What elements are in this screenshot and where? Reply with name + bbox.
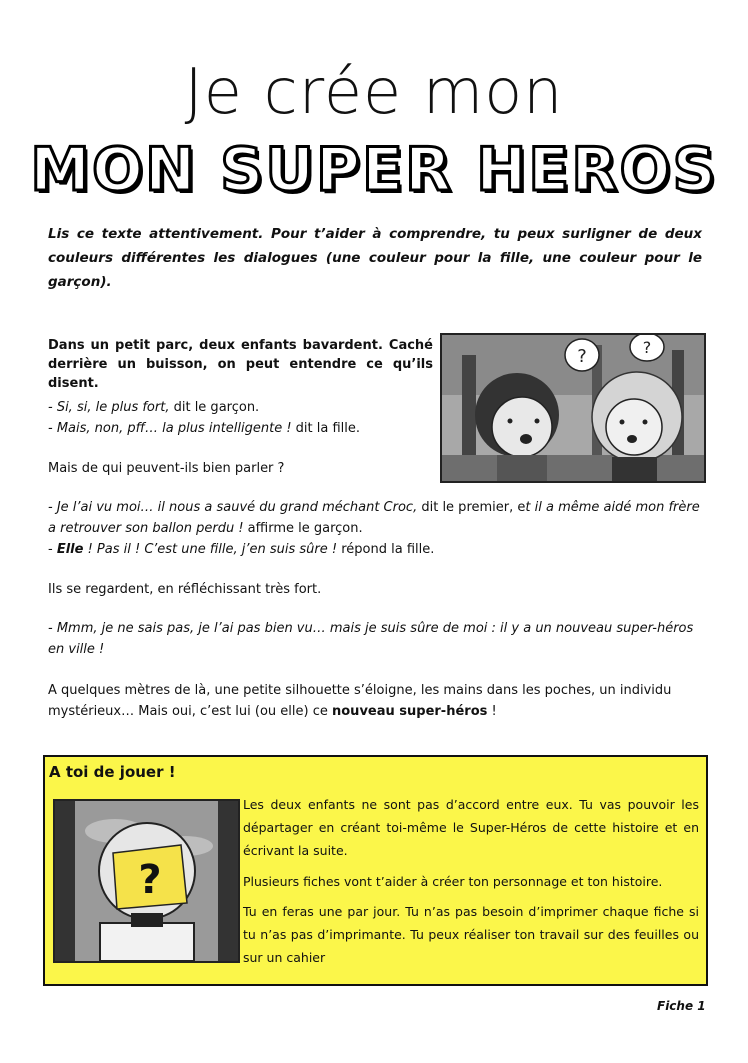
dialogue-1: - Si, si, le plus fort, dit le garçon. — [48, 400, 260, 415]
kids-illustration — [440, 333, 706, 483]
dialogue-5: - Mmm, je ne sais pas, je l’ai pas bien vu… mais je suis sûre de moi : il y a un nouveau super-héros en ville ! — [48, 621, 694, 657]
page-footer: Fiche 1 — [657, 999, 706, 1013]
mask-question-mark: ? — [138, 857, 162, 903]
story-paragraph-1: Dans un petit parc, deux enfants bavardent. Caché derrière un buisson, on peut entendre ce qu’ils disent. — [48, 338, 433, 391]
activity-text-2: Plusieurs fiches vont t’aider à créer ton personnage et ton histoire. — [243, 874, 663, 889]
instructions: Lis ce texte attentivement. Pour t’aider à comprendre, tu peux surligner de deux couleurs différentes les dialogues (une couleur pour la fille, une couleur pour le garçon). — [48, 226, 702, 290]
page-title: Je crée mon — [184, 55, 564, 128]
activity-title: A toi de jouer ! — [49, 763, 176, 781]
story-paragraph-2: Ils se regardent, en réfléchissant très fort. — [48, 582, 322, 597]
question: Mais de qui peuvent-ils bien parler ? — [48, 461, 285, 476]
activity-text-3: Tu en feras une par jour. Tu n’as pas besoin d’imprimer chaque fiche si tu n’as pas d’imprimante. Tu peux réaliser ton travail sur des feuilles ou sur un cahier — [243, 904, 699, 965]
dialogue-4: - Elle ! Pas il ! C’est une fille, j’en suis sûre ! répond la fille. — [48, 542, 435, 557]
question-bubble-girl: ? — [642, 338, 652, 357]
mystery-hero-illustration — [53, 799, 240, 963]
page-subtitle: MON SUPER HEROS — [30, 135, 718, 205]
activity-box — [43, 755, 708, 986]
activity-text-1: Les deux enfants ne sont pas d’accord entre eux. Tu vas pouvoir les départager en créant toi-même le Super-Héros de cette histoire et en écrivant la suite. — [243, 797, 699, 858]
dialogue-3: - Je l’ai vu moi… il nous a sauvé du grand méchant Croc, dit le premier, et il a même aidé mon frère a retrouver son ballon perdu ! affirme le garçon. — [48, 500, 700, 536]
story-paragraph-3: A quelques mètres de là, une petite silhouette s’éloigne, les mains dans les poches, un individu mystérieux… Mais oui, c’est lui (ou elle) ce nouveau super-héros ! — [48, 683, 672, 719]
question-bubble-boy: ? — [577, 346, 587, 367]
dialogue-2: - Mais, non, pff… la plus intelligente ! dit la fille. — [48, 421, 361, 436]
